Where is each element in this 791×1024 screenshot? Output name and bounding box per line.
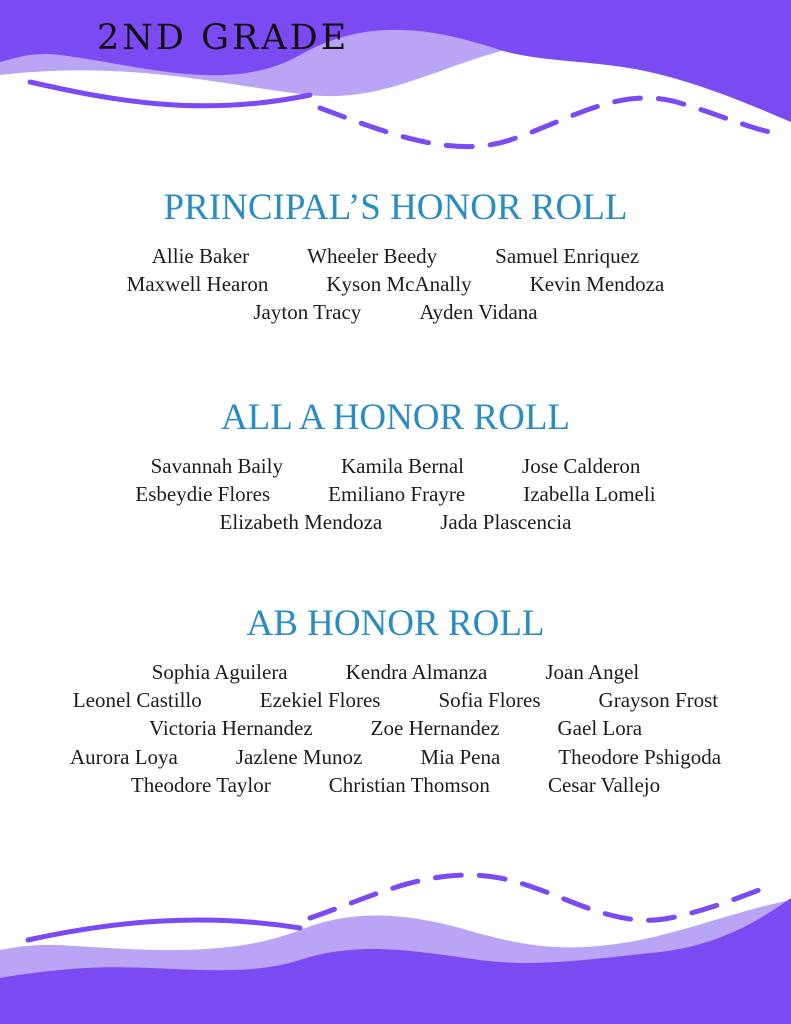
student-name: Christian Thomson <box>328 772 490 797</box>
name-row <box>0 658 791 686</box>
name-row <box>0 242 791 270</box>
student-name: Sofia Flores <box>438 688 541 713</box>
student-name: Samuel Enriquez <box>495 244 640 268</box>
student-name: Elizabeth Mendoza <box>219 510 383 535</box>
student-name: Emiliano Frayre <box>328 482 466 507</box>
student-name: Theodore Pshigoda <box>558 744 722 769</box>
student-name: Sophia Aguilera <box>151 660 288 684</box>
principals-honor-roll-section <box>0 186 791 327</box>
section-title: AB HONOR ROLL <box>246 603 545 644</box>
section-title: PRINCIPAL’S HONOR ROLL <box>163 187 628 228</box>
student-name: Theodore Taylor <box>130 772 271 797</box>
student-name: Kevin Mendoza <box>529 272 665 297</box>
name-list <box>0 452 791 537</box>
name-row <box>0 298 791 326</box>
all-a-honor-roll-section <box>0 396 791 537</box>
student-name: Jazlene Munoz <box>235 744 363 769</box>
name-row <box>0 743 791 771</box>
name-row <box>0 714 791 742</box>
bottom-wave-decoration <box>0 860 791 1024</box>
name-row <box>0 452 791 480</box>
student-name: Savannah Baily <box>150 454 283 478</box>
student-name: Grayson Frost <box>598 688 719 713</box>
student-name: Ezekiel Flores <box>259 688 381 713</box>
student-name: Kyson McAnally <box>326 272 472 297</box>
student-name: Kamila Bernal <box>340 454 465 478</box>
student-name: Aurora Loya <box>69 744 178 769</box>
student-name: Joan Angel <box>545 660 640 684</box>
name-row <box>0 270 791 298</box>
name-row <box>0 508 791 536</box>
name-row <box>0 686 791 714</box>
name-row <box>0 480 791 508</box>
student-name: Ayden Vidana <box>419 300 538 325</box>
ab-honor-roll-section <box>0 602 791 799</box>
section-title: ALL A HONOR ROLL <box>220 397 571 438</box>
student-name: Jada Plascencia <box>440 510 572 535</box>
student-name: Gael Lora <box>557 716 643 741</box>
student-name: Wheeler Beedy <box>307 244 438 268</box>
student-name: Mia Pena <box>420 744 501 769</box>
student-name: Cesar Vallejo <box>547 772 661 797</box>
student-name: Allie Baker <box>151 244 250 268</box>
student-name: Leonel Castillo <box>72 688 202 713</box>
student-name: Kendra Almanza <box>345 660 488 684</box>
student-name: Maxwell Hearon <box>126 272 269 297</box>
student-name: Jayton Tracy <box>253 300 362 325</box>
student-name: Izabella Lomeli <box>523 482 656 507</box>
student-name: Zoe Hernandez <box>370 716 500 741</box>
name-list <box>0 242 791 327</box>
student-name: Victoria Hernandez <box>148 716 313 741</box>
student-name: Jose Calderon <box>522 454 641 478</box>
name-row <box>0 771 791 799</box>
grade-title: 2ND GRADE <box>97 18 350 58</box>
name-list <box>0 658 791 799</box>
student-name: Esbeydie Flores <box>135 482 271 507</box>
